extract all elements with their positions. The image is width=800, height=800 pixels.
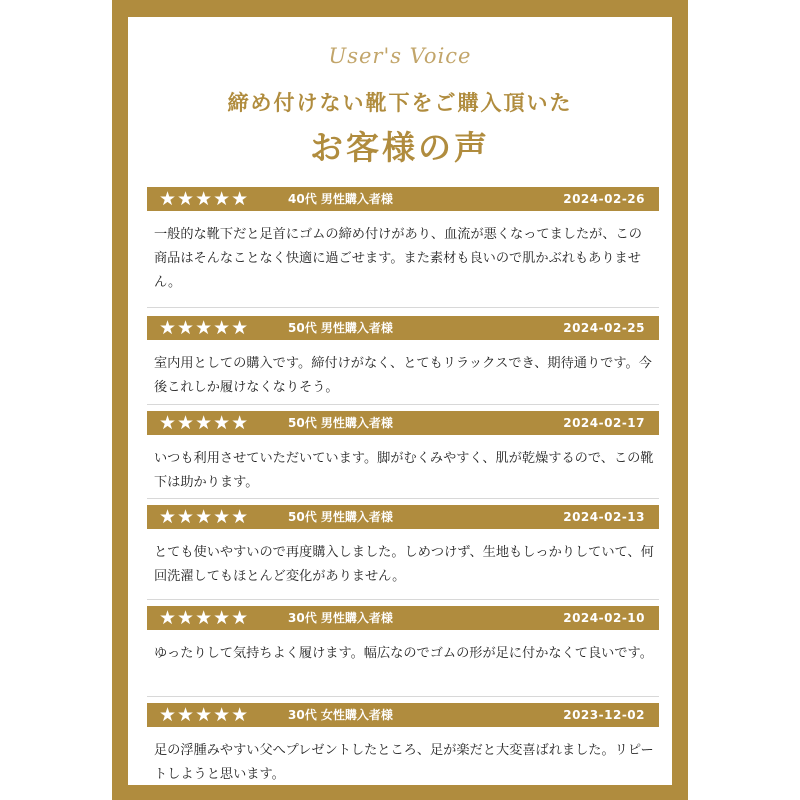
star-rating-icon: ★★★★★: [159, 188, 250, 210]
review-date: 2023-12-02: [563, 708, 645, 722]
reviewer-label: 50代 男性購入者様: [288, 416, 393, 430]
reviewer-label: 30代 男性購入者様: [288, 611, 393, 625]
review-date: 2024-02-26: [563, 192, 645, 206]
reviewer-label: 30代 女性購入者様: [288, 708, 393, 722]
review-divider: [147, 404, 659, 405]
star-rating-icon: ★★★★★: [159, 607, 250, 629]
reviewer-label: 50代 男性購入者様: [288, 510, 393, 524]
review-text: 室内用としての購入です。締付けがなく、とてもリラックスでき、期待通りです。今後これしか履けなくなりそう。: [154, 356, 652, 395]
review-card: [128, 17, 672, 785]
review-divider: [147, 696, 659, 697]
review-date: 2024-02-17: [563, 416, 645, 430]
section-eyebrow: User's Voice: [328, 44, 472, 68]
review-header-bar: [147, 411, 659, 435]
review-header-bar: [147, 316, 659, 340]
review-date: 2024-02-10: [563, 611, 645, 625]
review-header-bar: [147, 606, 659, 630]
page-title: お客様の声: [310, 128, 490, 167]
review-text: ゆったりして気持ちよく履けます。幅広なのでゴムの形が足に付かなくて良いです。: [154, 646, 653, 661]
star-rating-icon: ★★★★★: [159, 317, 250, 339]
review-text: 足の浮腫みやすい父へプレゼントしたところ、足が楽だと大変喜ばれました。リピートしようと思います。: [154, 743, 654, 782]
reviewer-label: 50代 男性購入者様: [288, 321, 393, 335]
review-text: 一般的な靴下だと足首にゴムの締め付けがあり、血流が悪くなってましたが、この商品はそんなことなく快適に過ごせます。また素材も良いので肌かぶれもありません。: [154, 227, 642, 290]
star-rating-icon: ★★★★★: [159, 506, 250, 528]
section-subtitle: 締め付けない靴下をご購入頂いた: [227, 91, 573, 115]
reviewer-label: 40代 男性購入者様: [288, 192, 393, 206]
review-header-bar: [147, 703, 659, 727]
review-divider: [147, 599, 659, 600]
review-header-bar: [147, 187, 659, 211]
star-rating-icon: ★★★★★: [159, 704, 250, 726]
review-divider: [147, 498, 659, 499]
review-divider: [147, 307, 659, 308]
star-rating-icon: ★★★★★: [159, 412, 250, 434]
review-text: いつも利用させていただいています。脚がむくみやすく、肌が乾燥するので、この靴下は助かります。: [154, 451, 654, 490]
review-header-bar: [147, 505, 659, 529]
review-text: とても使いやすいので再度購入しました。しめつけず、生地もしっかりしていて、何回洗濯してもほとんど変化がありません。: [154, 545, 654, 584]
review-date: 2024-02-13: [563, 510, 645, 524]
review-date: 2024-02-25: [563, 321, 645, 335]
